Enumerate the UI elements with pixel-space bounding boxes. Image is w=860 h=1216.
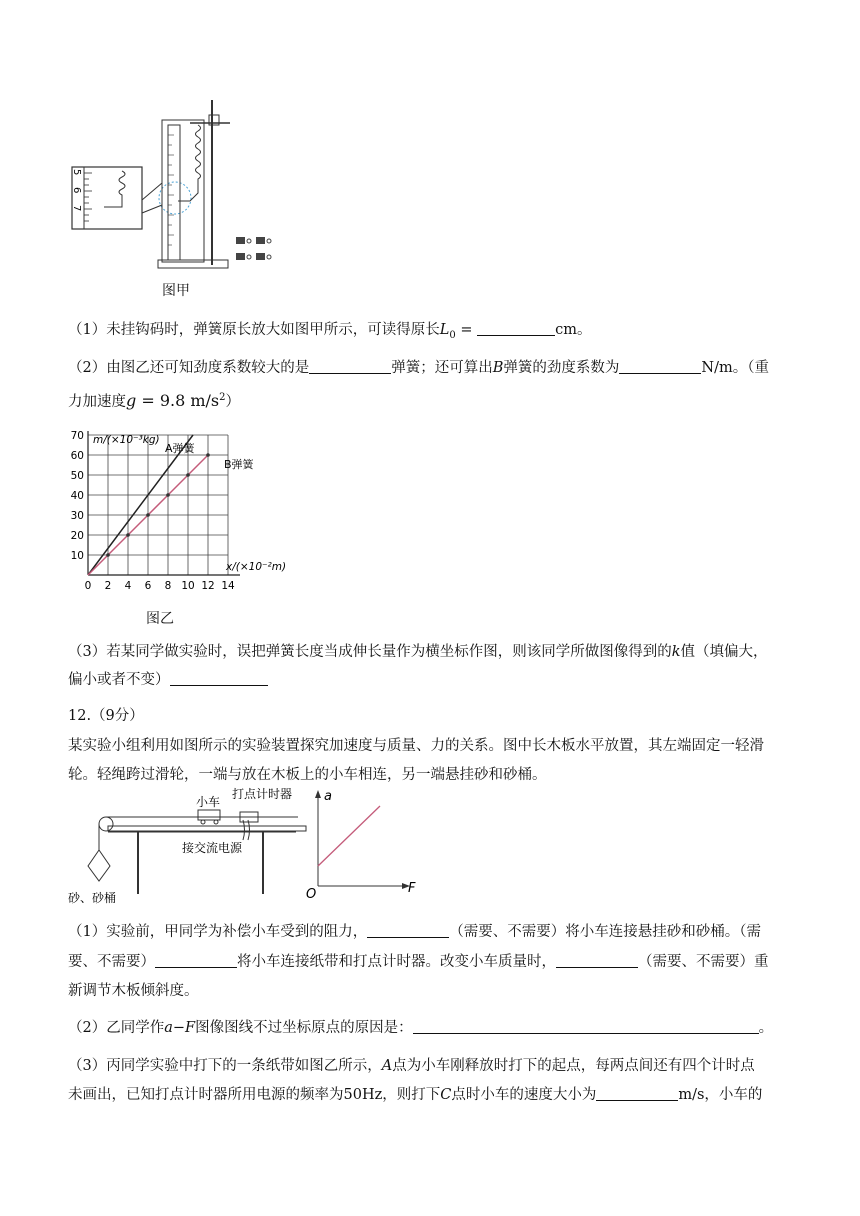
figure-b-chart [68, 428, 318, 603]
q12-header: 12.（9分） [68, 708, 144, 724]
x-tick-label: 2 [104, 580, 112, 592]
ruler-tick: 7 [71, 205, 82, 212]
x-tick-label: 6 [144, 580, 152, 592]
q12-part1-line3: 新调节木板倾斜度。 [68, 983, 199, 999]
data-point [146, 513, 150, 517]
ruler-tick: 5 [71, 169, 82, 176]
q12-part3-line2: 未画出，已知打点计时器所用电源的频率为50Hz，则打下C点时小车的速度大小为 m/s，小车的 [68, 1087, 763, 1103]
data-point [106, 553, 110, 557]
q12-part1-line2: 要、不需要） 将小车连接纸带和打点计时器。改变小车质量时， （需要、不需要）重 [68, 954, 769, 970]
var-L: L [439, 322, 450, 338]
figure-b-caption: 图乙 [146, 611, 174, 627]
y-tick-label: 50 [70, 470, 84, 482]
answer-blank[interactable] [170, 671, 268, 686]
q12-intro-line2: 轮。轻绳跨过滑轮，一端与放在木板上的小车相连，另一端悬挂砂和砂桶。 [68, 767, 547, 783]
y-tick-label: 20 [70, 530, 84, 542]
answer-blank[interactable] [596, 1086, 678, 1101]
figure-a-caption: 图甲 [162, 283, 190, 299]
answer-blank[interactable] [477, 321, 555, 336]
figure-a-apparatus [70, 95, 310, 275]
y-tick-label: 10 [70, 550, 84, 562]
cart-label: 小车 [196, 795, 221, 809]
origin-label: O [306, 887, 317, 902]
q12-part3-line1: （3）丙同学实验中打下的一条纸带如图乙所示，A点为小车刚释放时打下的起点，每两点间还有四个计时点 [68, 1058, 755, 1074]
data-point [126, 533, 130, 537]
answer-blank[interactable] [619, 359, 701, 374]
data-point [166, 493, 170, 497]
answer-blank[interactable] [367, 923, 449, 938]
q12-part1-line1: （1）实验前，甲同学为补偿小车受到的阻力， （需要、不需要）将小车连接悬挂砂和砂桶。（需 [68, 924, 761, 940]
ruler-tick: 6 [71, 187, 82, 194]
answer-blank[interactable] [309, 359, 391, 374]
q11-part3-line1: （3）若某同学做实验时，误把弹簧长度当成伸长量作为横坐标作图，则该同学所做图像得到的k值（填偏大， [68, 644, 768, 660]
figure-q12-apparatus [68, 786, 428, 910]
x-tick-label: 10 [181, 580, 195, 592]
x-tick-label: 12 [201, 580, 215, 592]
x-tick-label: 4 [124, 580, 132, 592]
q11-part1: （1）未挂钩码时，弹簧原长放大如图甲所示，可读得原长$L_0$ = cm。 [68, 322, 592, 341]
q11-part3-line2: 偏小或者不变） [68, 668, 268, 689]
power-label: 接交流电源 [182, 841, 243, 855]
bucket-icon [88, 850, 110, 881]
y-tick-label: 30 [70, 510, 84, 522]
q11-part2-line1: （2）由图乙还可知劲度系数较大的是 弹簧；还可算出B弹簧的劲度系数为 N/m。（重 [68, 360, 769, 376]
y-tick-label: 70 [70, 430, 84, 442]
a-axis-label: a [324, 789, 332, 804]
data-point [186, 473, 190, 477]
bucket-label: 砂、砂桶 [68, 891, 117, 905]
pulley-icon [99, 817, 113, 831]
x-tick-label: 8 [164, 580, 172, 592]
y-axis-label: m/(×10⁻³kg) [93, 434, 160, 446]
q11-part2-line2: 力加速度g = 9.8 $m/s^2$） [68, 391, 241, 410]
y-tick-label: 60 [70, 450, 84, 462]
q12-part2: （2）乙同学作a−F图像图线不过坐标原点的原因是： 。 [68, 1020, 774, 1036]
data-point [206, 453, 210, 457]
x-tick-label: 0 [84, 580, 92, 592]
x-axis-label: x/(×10⁻²m) [226, 561, 287, 573]
answer-blank[interactable] [413, 1019, 759, 1034]
answer-blank[interactable] [556, 953, 638, 968]
a-f-line [318, 806, 380, 866]
x-tick-label: 14 [221, 580, 235, 592]
series-a-label: A弹簧 [165, 442, 195, 455]
f-axis-label: F [408, 881, 416, 896]
cart-icon [198, 810, 220, 820]
answer-blank[interactable] [155, 953, 237, 968]
y-tick-label: 40 [70, 490, 84, 502]
timer-label: 打点计时器 [232, 787, 293, 801]
series-line-a [88, 435, 193, 575]
series-b-label: B弹簧 [224, 458, 254, 471]
q12-intro-line1: 某实验小组利用如图所示的实验装置探究加速度与质量、力的关系。图中长木板水平放置，其左端固定一轻滑 [68, 738, 764, 754]
